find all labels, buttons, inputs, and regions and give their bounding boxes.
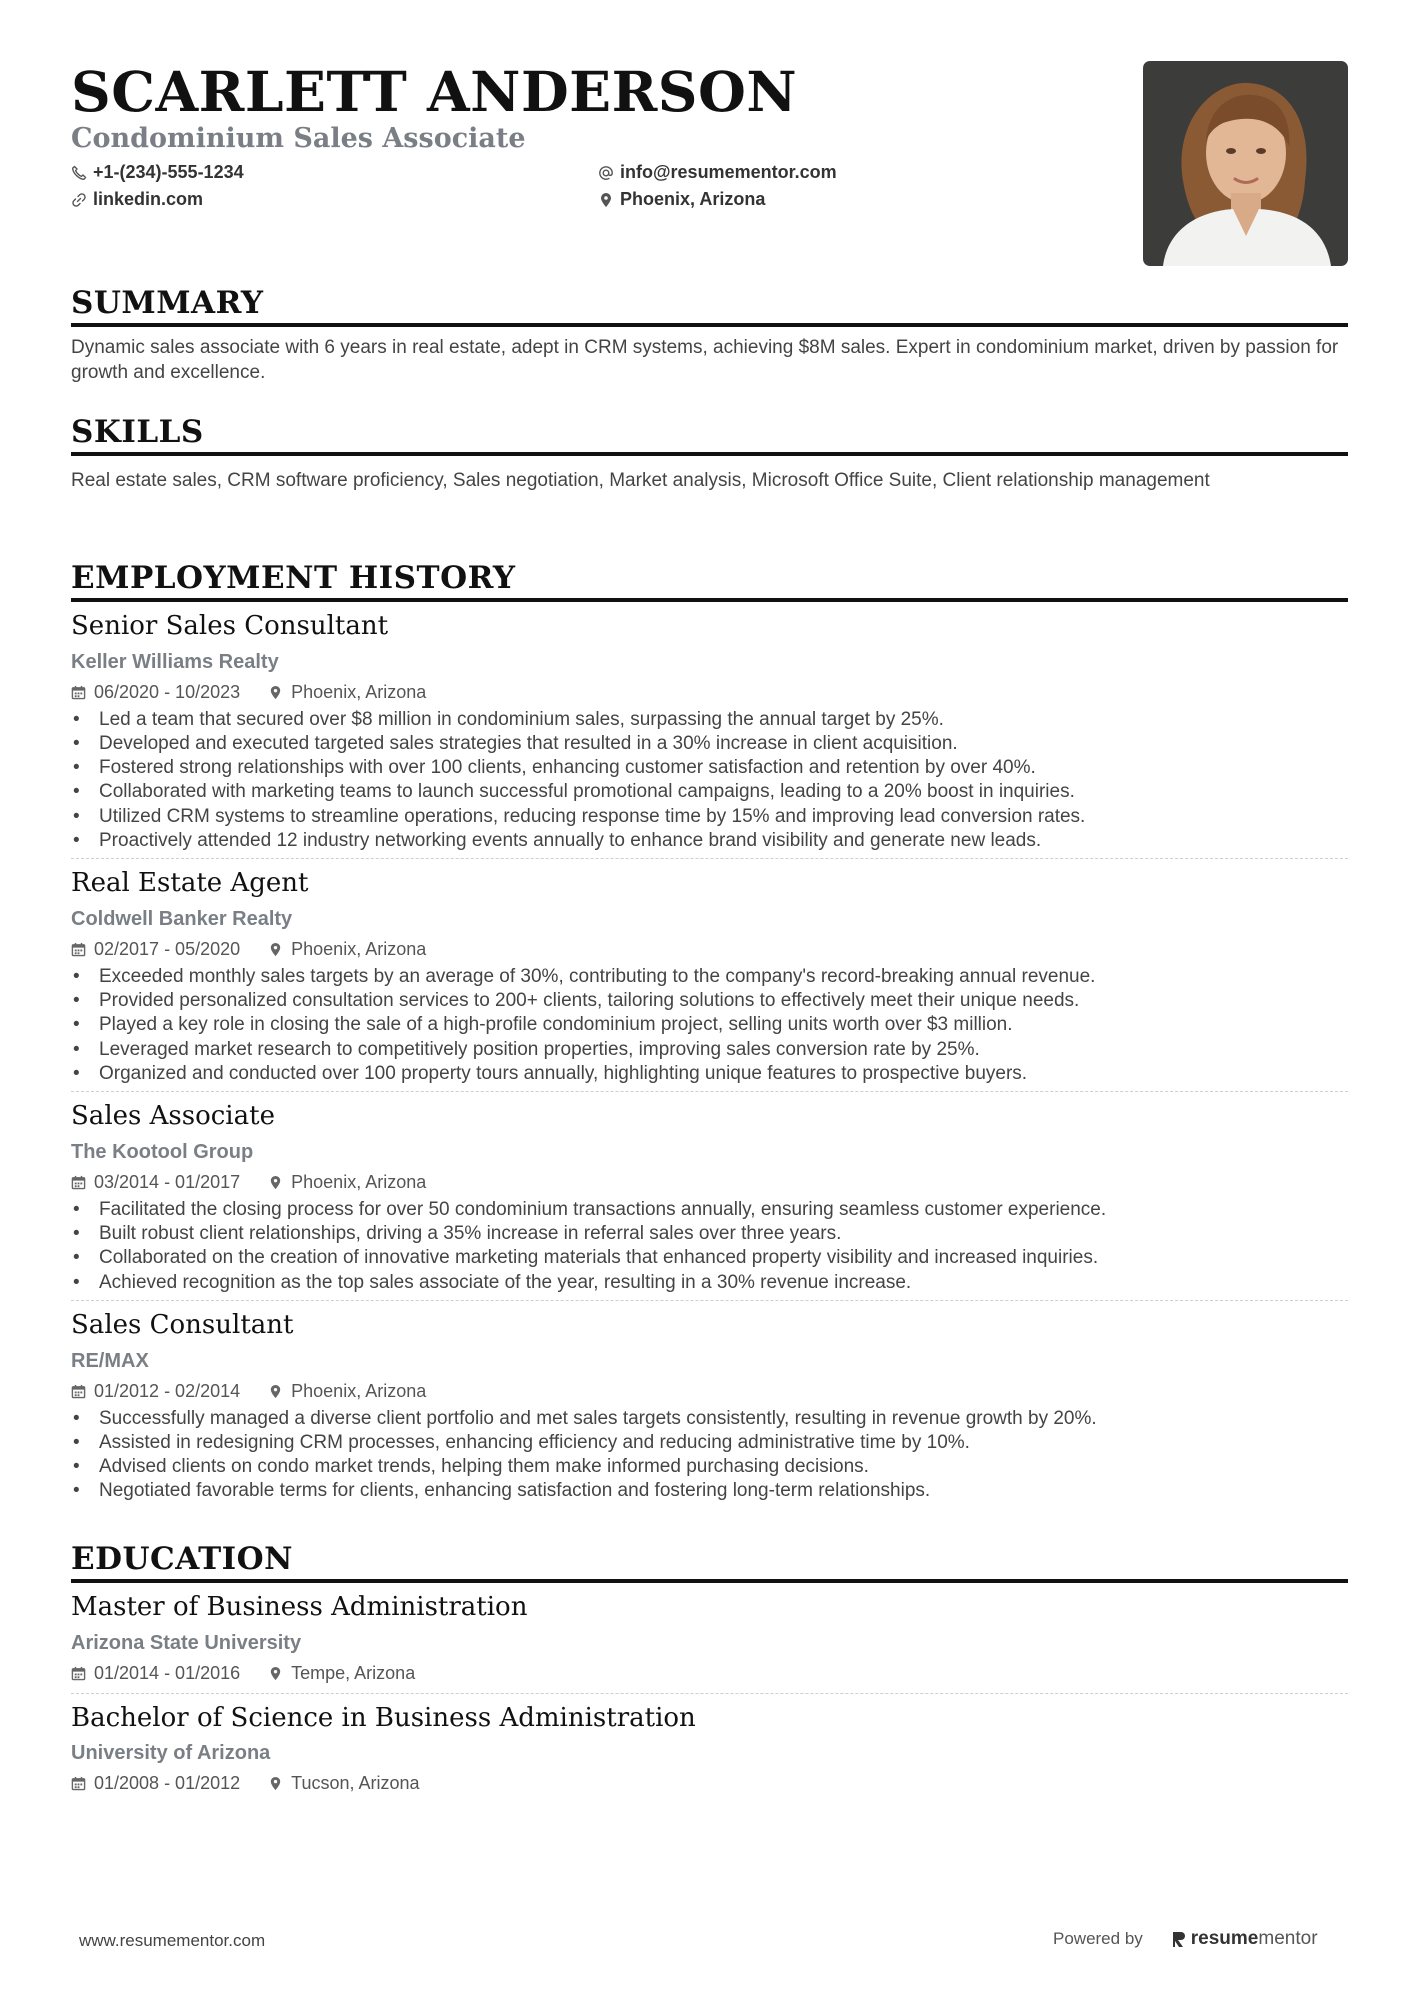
link-icon: [71, 192, 87, 208]
location-pin-icon: [268, 685, 283, 700]
location-pin-icon: [268, 1666, 283, 1681]
brand-light: mentor: [1258, 1928, 1318, 1949]
education-dates: 01/2014 - 01/2016: [94, 1662, 241, 1683]
email-text: info@resumementor.com: [620, 162, 837, 182]
job-bullet: • Provided personalized consultation services to 200+ clients, tailoring solutions to effectively meet their unique needs.: [71, 989, 1348, 1013]
skills-text: Real estate sales, CRM software proficiency, Sales negotiation, Market analysis, Microsoft Office Suite, Client relationship management: [71, 470, 1210, 492]
footer-powered: [1053, 1928, 1318, 1950]
job-bullet: • Collaborated on the creation of innovative marketing materials that enhanced property visibility and increased inquiries.: [71, 1246, 1348, 1270]
job-dates: 06/2020 - 10/2023: [94, 681, 241, 702]
job-bullet: • Assisted in redesigning CRM processes, enhancing efficiency and reducing administrative time by 10%.: [71, 1431, 1348, 1455]
resume-page: [71, 56, 1348, 1794]
job-title: Real Estate Agent: [71, 868, 309, 899]
summary-heading: SUMMARY: [71, 286, 1348, 327]
summary-section: [71, 286, 1348, 385]
job-bullets: [71, 708, 1348, 854]
job-entry: [71, 1100, 1348, 1301]
education-entry: [71, 1702, 1348, 1795]
job-dates: 02/2017 - 05/2020: [94, 938, 241, 959]
candidate-name: SCARLETT ANDERSON: [71, 59, 798, 124]
contact-location: [598, 189, 998, 210]
contact-linkedin[interactable]: [71, 189, 598, 210]
job-company: RE/MAX: [71, 1349, 149, 1372]
job-bullet: • Proactively attended 12 industry networking events annually to enhance brand visibility and generate new leads.: [71, 829, 1348, 853]
job-dates: 01/2012 - 02/2014: [94, 1380, 241, 1401]
employment-section: [71, 561, 1348, 1504]
job-bullet: • Facilitated the closing process for over 50 condominium transactions annually, ensuring seamless customer experience.: [71, 1198, 1348, 1222]
job-divider: [71, 1300, 1348, 1301]
education-meta: [71, 1663, 1348, 1684]
phone-text: +1-(234)-555-1234: [93, 162, 244, 182]
job-entry: [71, 867, 1348, 1092]
education-location: Tempe, Arizona: [291, 1662, 416, 1683]
job-meta: [71, 1172, 1348, 1193]
education-dates: 01/2008 - 01/2012: [94, 1773, 241, 1794]
job-bullet: • Organized and conducted over 100 property tours annually, highlighting unique features to prospective buyers.: [71, 1062, 1348, 1086]
job-bullet: • Advised clients on condo market trends, helping them make informed purchasing decisions.: [71, 1455, 1348, 1479]
job-divider: [71, 1091, 1348, 1092]
location-pin-icon: [268, 942, 283, 957]
job-divider: [71, 858, 1348, 859]
job-title: Sales Consultant: [71, 1310, 294, 1341]
brand-logo[interactable]: [1171, 1928, 1318, 1950]
job-location: Phoenix, Arizona: [291, 681, 427, 702]
candidate-role: Condominium Sales Associate: [71, 123, 526, 154]
job-bullet: • Played a key role in closing the sale of a high-profile condominium project, selling units worth over $3 million.: [71, 1013, 1348, 1037]
job-meta: [71, 1381, 1348, 1402]
summary-text: Dynamic sales associate with 6 years in real estate, adept in CRM systems, achieving $8M sales. Expert in condominium market, driven by passion for growth and excellence.: [71, 337, 1339, 384]
job-bullet: • Utilized CRM systems to streamline operations, reducing response time by 15% and improving lead conversion rates.: [71, 805, 1348, 829]
job-bullet: • Led a team that secured over $8 million in condominium sales, surpassing the annual target by 25%.: [71, 708, 1348, 732]
location-pin-icon: [268, 1384, 283, 1399]
phone-icon: [71, 165, 87, 181]
location-pin-icon: [268, 1776, 283, 1791]
job-title: Senior Sales Consultant: [71, 611, 389, 642]
job-bullet: • Negotiated favorable terms for clients, enhancing satisfaction and fostering long-term relationships.: [71, 1479, 1348, 1503]
job-bullet: • Exceeded monthly sales targets by an average of 30%, contributing to the company's record-breaking annual revenue.: [71, 965, 1348, 989]
job-entry: [71, 610, 1348, 859]
contact-phone: [71, 162, 598, 183]
calendar-icon: [71, 1175, 86, 1190]
education-divider: [71, 1693, 1348, 1694]
education-entry: [71, 1591, 1348, 1694]
school-name: University of Arizona: [71, 1742, 271, 1765]
job-bullet: • Fostered strong relationships with over 100 clients, enhancing customer satisfaction and retention by over 40%.: [71, 756, 1348, 780]
job-title: Sales Associate: [71, 1101, 275, 1132]
job-bullet: • Achieved recognition as the top sales associate of the year, resulting in a 30% revenue increase.: [71, 1271, 1348, 1295]
degree-title: Master of Business Administration: [71, 1592, 528, 1623]
brand-mark-icon: [1171, 1930, 1187, 1948]
footer-website[interactable]: www.resumementor.com: [79, 1931, 266, 1950]
at-icon: [598, 165, 614, 181]
location-pin-icon: [598, 192, 614, 208]
profile-photo: [1143, 61, 1348, 266]
skills-heading: SKILLS: [71, 415, 1348, 456]
job-location: Phoenix, Arizona: [291, 1171, 427, 1192]
skills-section: [71, 415, 1348, 493]
contact-email[interactable]: [598, 162, 998, 183]
calendar-icon: [71, 1666, 86, 1681]
job-company: The Kootool Group: [71, 1140, 254, 1163]
job-bullets: [71, 1407, 1348, 1504]
job-meta: [71, 682, 1348, 703]
powered-by-text: Powered by: [1053, 1929, 1143, 1948]
calendar-icon: [71, 1384, 86, 1399]
employment-heading: EMPLOYMENT HISTORY: [71, 561, 1348, 602]
job-list: [71, 610, 1348, 1504]
calendar-icon: [71, 942, 86, 957]
job-bullets: [71, 965, 1348, 1086]
job-location: Phoenix, Arizona: [291, 938, 427, 959]
job-bullet: • Built robust client relationships, driving a 35% increase in referral sales over three years.: [71, 1222, 1348, 1246]
calendar-icon: [71, 1776, 86, 1791]
education-section: [71, 1542, 1348, 1794]
calendar-icon: [71, 685, 86, 700]
job-company: Keller Williams Realty: [71, 650, 279, 673]
job-meta: [71, 939, 1348, 960]
job-location: Phoenix, Arizona: [291, 1380, 427, 1401]
job-bullet: • Successfully managed a diverse client portfolio and met sales targets consistently, resulting in revenue growth by 20%.: [71, 1407, 1348, 1431]
job-company: Coldwell Banker Realty: [71, 907, 293, 930]
location-text: Phoenix, Arizona: [620, 189, 766, 209]
education-location: Tucson, Arizona: [291, 1773, 420, 1794]
job-bullet: • Leveraged market research to competitively position properties, improving sales conversion rate by 25%.: [71, 1038, 1348, 1062]
job-bullet: • Collaborated with marketing teams to launch successful promotional campaigns, leading to a 20% boost in inquiries.: [71, 780, 1348, 804]
degree-title: Bachelor of Science in Business Administration: [71, 1702, 696, 1733]
brand-bold: resume: [1190, 1928, 1259, 1949]
job-bullets: [71, 1198, 1348, 1295]
location-pin-icon: [268, 1175, 283, 1190]
job-bullet: • Developed and executed targeted sales strategies that resulted in a 30% increase in client acquisition.: [71, 732, 1348, 756]
education-list: [71, 1591, 1348, 1794]
education-meta: [71, 1773, 1348, 1794]
school-name: Arizona State University: [71, 1631, 302, 1654]
linkedin-text: linkedin.com: [93, 189, 204, 209]
education-heading: EDUCATION: [71, 1542, 1348, 1583]
job-entry: [71, 1309, 1348, 1504]
job-dates: 03/2014 - 01/2017: [94, 1171, 241, 1192]
